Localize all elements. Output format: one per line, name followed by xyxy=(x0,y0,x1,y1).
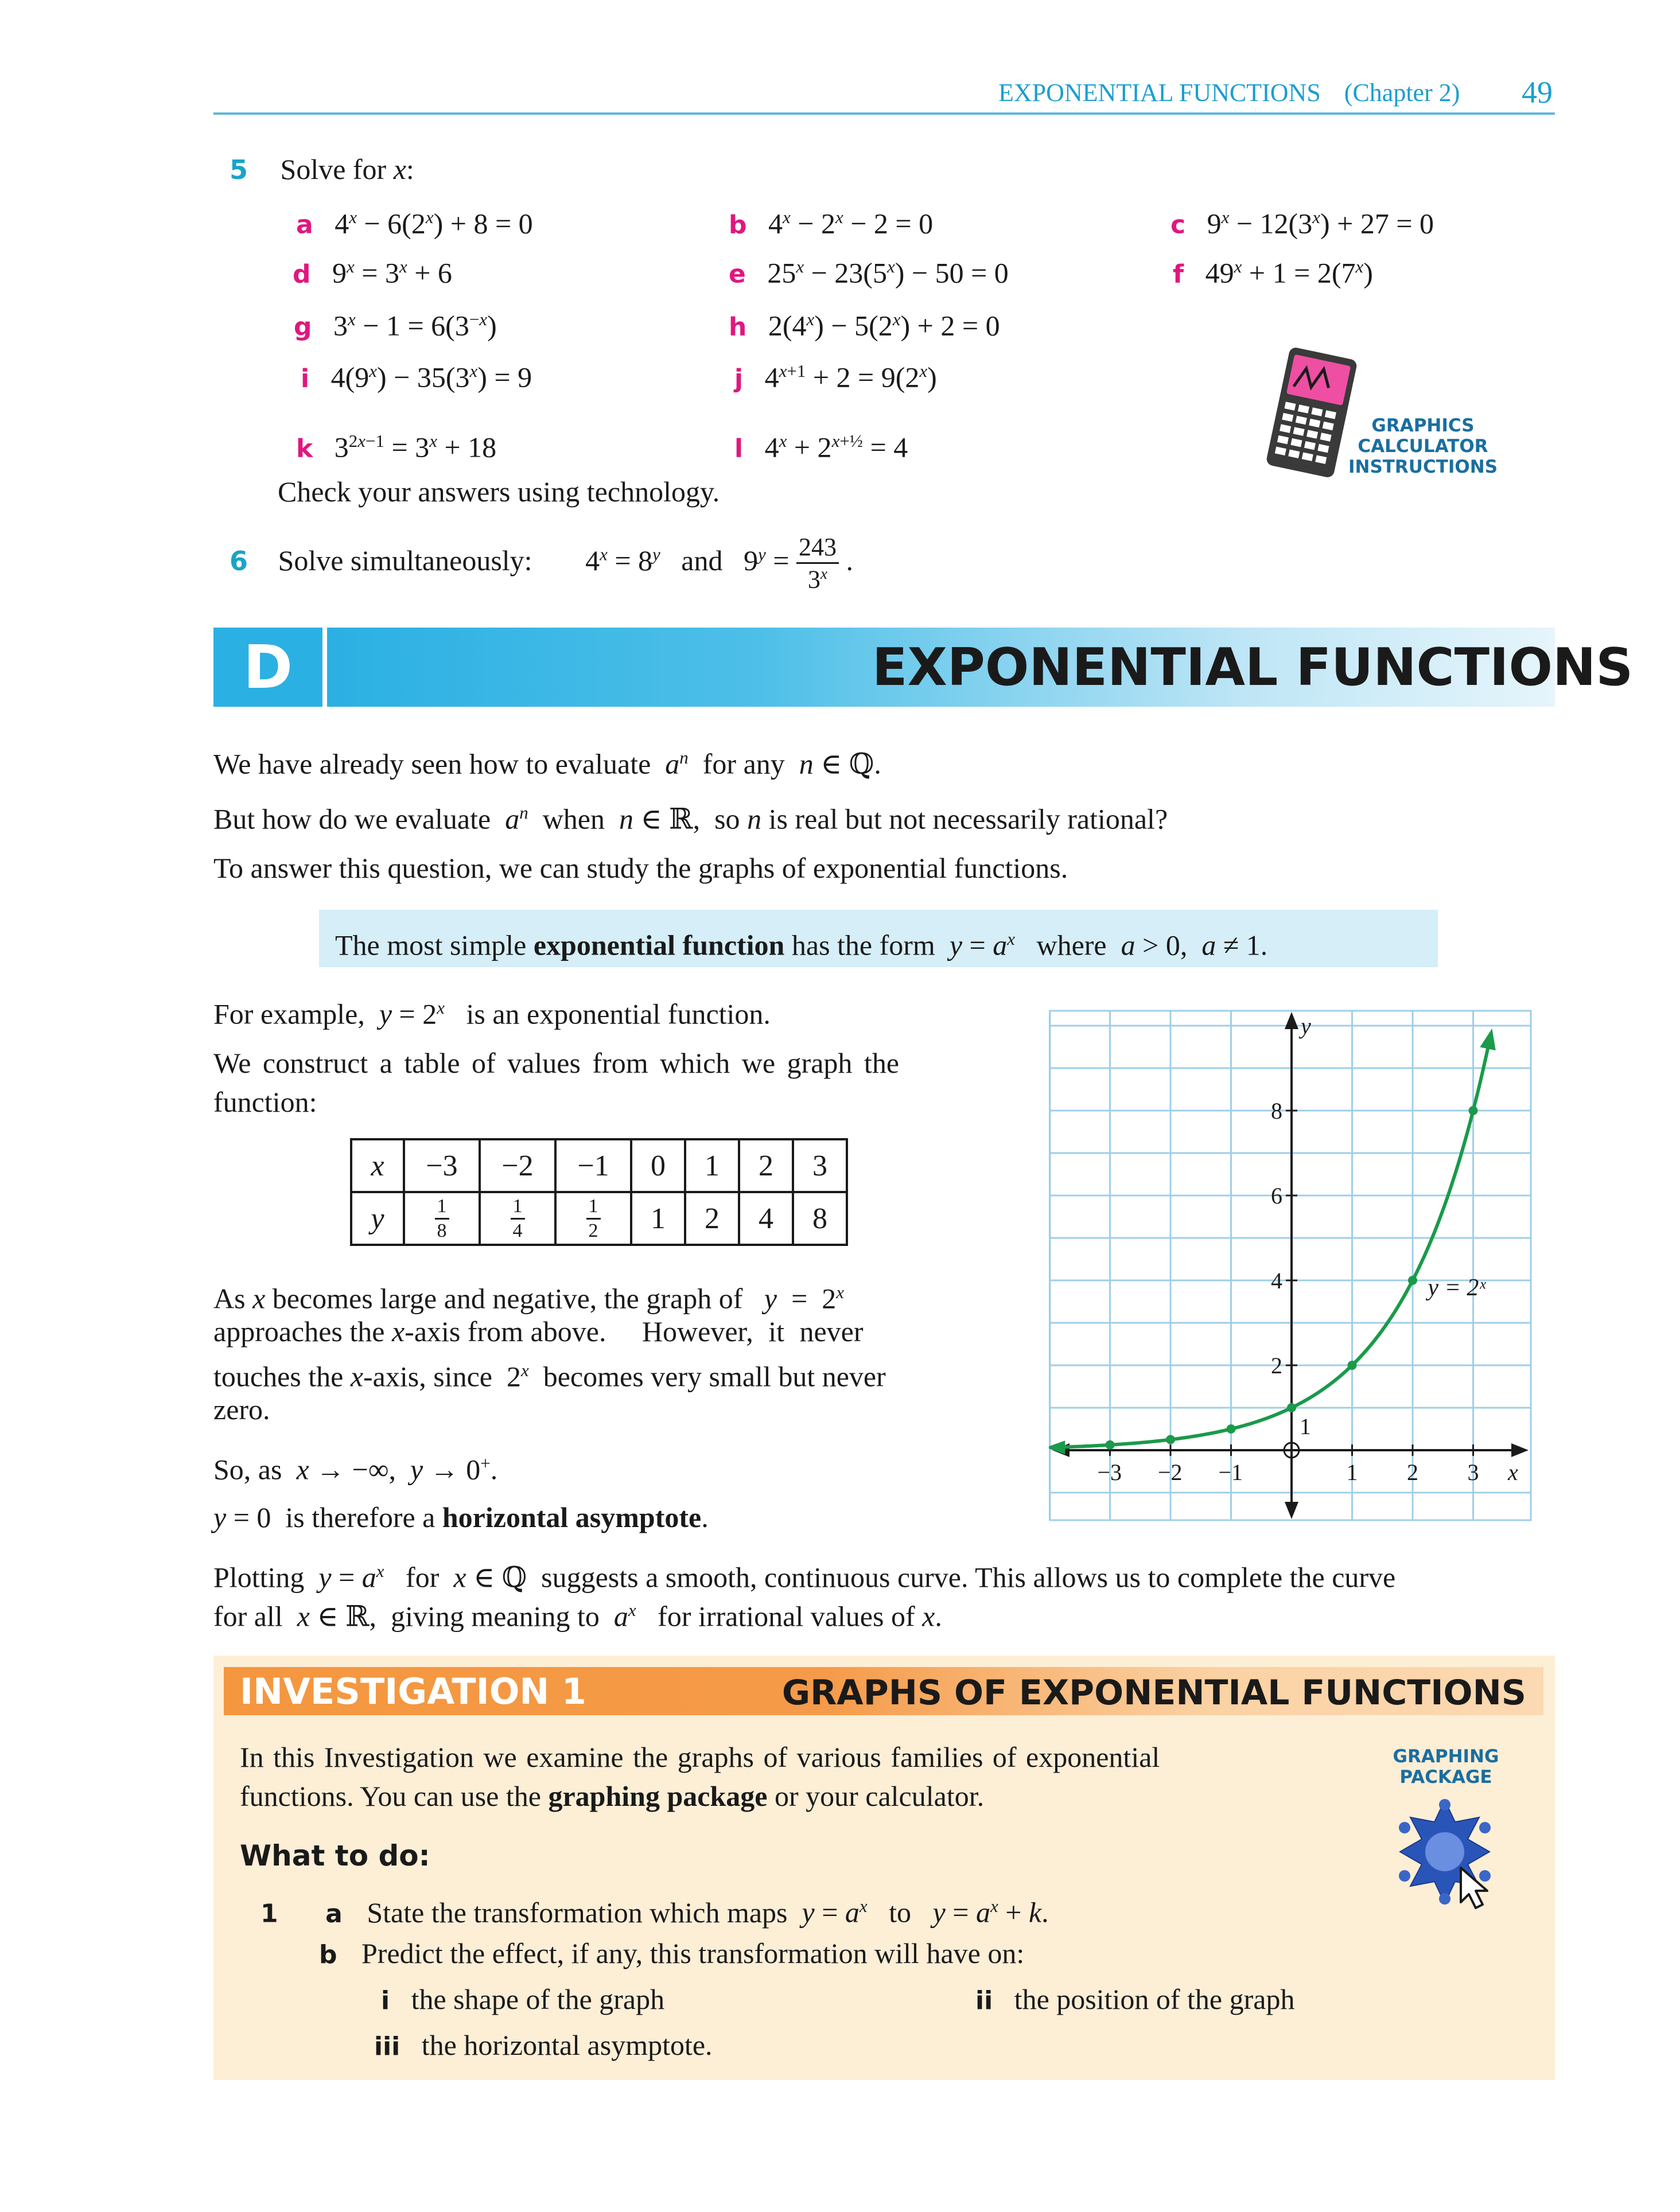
x-tick-label: −3 xyxy=(1097,1459,1122,1485)
snowflake-cursor-icon[interactable] xyxy=(1387,1794,1502,1909)
intro-line1: We have already seen how to evaluate $a^n$ for any n ∈ ℚ. xyxy=(213,747,881,780)
inv-item-i: i the shape of the graph xyxy=(381,1983,665,2015)
q5-number: 5 xyxy=(230,154,248,185)
calculator-label-line1: GRAPHICS xyxy=(1371,415,1475,436)
q6-text: Solve simultaneously: xyxy=(278,544,532,577)
section-letter: D xyxy=(243,632,293,702)
table-cell: 2 xyxy=(739,1139,793,1192)
graphing-package-label[interactable] xyxy=(1366,1746,1526,1787)
q5d: d $9^x = 3^x + 6$ xyxy=(293,256,452,289)
data-point xyxy=(1348,1361,1357,1370)
table-row-x xyxy=(351,1139,847,1192)
table-cell: 2 xyxy=(685,1192,739,1245)
definition-text: The most simple exponential function has the form $y = a^x$ where a > 0, a ≠ 1. xyxy=(335,929,1268,961)
table-cell: 3 xyxy=(793,1139,847,1192)
graphing-package-label-l1: GRAPHING xyxy=(1393,1746,1499,1767)
table-cell: 1 xyxy=(631,1192,685,1245)
data-point xyxy=(1469,1106,1478,1115)
inv-q1a: 1 a State the transformation which maps $y = a^x$ to $y = a^x + k$. xyxy=(260,1896,1049,1929)
calculator-label[interactable] xyxy=(1343,415,1503,477)
table-cell: $\frac{1}{8}$ xyxy=(404,1192,480,1245)
values-table xyxy=(350,1138,848,1246)
q5h: h $2(4^x) - 5(2^x) + 2 = 0$ xyxy=(729,309,1000,342)
q5e: e $25^x - 23(5^x) - 50 = 0$ xyxy=(729,256,1009,289)
table-header-y: y xyxy=(351,1192,404,1245)
q6: 6 Solve simultaneously: $4^x = 8^y$ and $9^y$ = $\frac{243}{3^x}$ . xyxy=(230,533,853,594)
x-axis-label: x xyxy=(1508,1459,1518,1485)
x-axis-arrow-right xyxy=(1511,1443,1529,1457)
q5a: a $4^x - 6(2^x) + 8 = 0$ xyxy=(296,207,533,240)
calculator-label-line2: CALCULATOR xyxy=(1358,436,1488,457)
data-point xyxy=(1287,1403,1296,1412)
data-point xyxy=(1166,1435,1175,1444)
section-letter-box xyxy=(213,628,322,707)
x-tick-label: 2 xyxy=(1407,1459,1418,1485)
data-point xyxy=(1227,1424,1236,1434)
limit-statement: So, as x → −∞, y → 0+. xyxy=(213,1453,498,1486)
y-tick-label: 4 xyxy=(1271,1268,1282,1294)
q5b: b $4^x - 2^x - 2 = 0$ xyxy=(729,207,934,240)
q5-check: Check your answers using technology. xyxy=(278,476,720,508)
table-row-y xyxy=(351,1192,847,1245)
data-point xyxy=(1106,1440,1115,1450)
curve-line xyxy=(1052,1034,1491,1447)
plotting-line2: for all x ∈ ℝ, giving meaning to $a^x$ for irrational values of x. xyxy=(213,1600,942,1633)
asymptote-p1-l3: touches the x-axis, since 2$^x$ becomes very small but never xyxy=(213,1360,886,1393)
tick-labels xyxy=(1098,1013,1519,1485)
q5i: i $4(9^x) - 35(3^x) = 9$ xyxy=(301,361,532,394)
x-tick-label: 3 xyxy=(1467,1459,1479,1485)
chapter-label: (Chapter 2) xyxy=(1344,79,1460,107)
table-header-x: x xyxy=(351,1139,404,1192)
y-intercept-label: 1 xyxy=(1300,1413,1311,1439)
running-header xyxy=(998,78,1460,107)
inv-item-iii: iii the horizontal asymptote. xyxy=(374,2029,713,2061)
asymptote-p1-l2: approaches the x-axis from above. However, it never xyxy=(213,1315,864,1348)
table-cell: $\frac{1}{2}$ xyxy=(555,1192,631,1245)
curve-arrow-left xyxy=(1049,1440,1065,1454)
investigation-label: INVESTIGATION 1 xyxy=(240,1670,587,1712)
y-tick-label: 2 xyxy=(1271,1353,1282,1378)
table-cell: −2 xyxy=(480,1139,555,1192)
y-axis-label: y xyxy=(1301,1013,1311,1039)
q5-title-var: x xyxy=(393,153,406,185)
example-line3: function: xyxy=(213,1086,317,1118)
curve-label: y = 2ˣ xyxy=(1428,1274,1486,1301)
asymptote-statement: y = 0 is therefore a horizontal asymptote. xyxy=(213,1501,709,1533)
q5-heading xyxy=(230,150,414,189)
plotting-line1: Plotting $y = a^x$ for x ∈ ℚ suggests a smooth, continuous curve. This allows us to complete the curve xyxy=(213,1561,1396,1594)
q6-number: 6 xyxy=(230,545,248,577)
x-tick-label: −2 xyxy=(1158,1459,1183,1485)
page-number: 49 xyxy=(1522,75,1553,110)
section-title: EXPONENTIAL FUNCTIONS xyxy=(872,637,1634,698)
y-tick-label: 6 xyxy=(1271,1183,1282,1209)
q5j: j $4^{x+1} + 2 = 9(2^x)$ xyxy=(734,361,937,394)
q5k: k $3^{2x-1} = 3^x + 18$ xyxy=(296,431,497,464)
q5-title-suffix: : xyxy=(406,153,414,185)
q5f: f $49^x + 1 = 2(7^x)$ xyxy=(1173,256,1373,289)
q5l: l $4^x + 2^{x+\frac{1}{2}} = 4$ xyxy=(734,431,908,464)
intro-line2: But how do we evaluate $a^n$ when n ∈ ℝ, so n is real but not necessarily rational? xyxy=(213,803,1168,835)
calculator-label-line3: INSTRUCTIONS xyxy=(1348,457,1498,477)
table-cell: $\frac{1}{4}$ xyxy=(480,1192,555,1245)
example-line1: For example, $y = 2^x$ is an exponential function. xyxy=(213,998,771,1030)
y-tick-label: 8 xyxy=(1271,1098,1282,1124)
y-axis-arrow-up xyxy=(1285,1012,1298,1029)
inv-q1b: b Predict the effect, if any, this transformation will have on: xyxy=(319,1937,1025,1969)
curve xyxy=(1049,1029,1496,1454)
q5g: g $3^x - 1 = 6(3^{-x})$ xyxy=(294,309,497,342)
q6-and: and xyxy=(681,544,723,577)
table-cell: −1 xyxy=(555,1139,631,1192)
q5c: c $9^x - 12(3^x) + 27 = 0$ xyxy=(1170,207,1434,240)
curve-arrow-up xyxy=(1480,1029,1495,1050)
investigation-intro-l2: functions. You can use the graphing package or your calculator. xyxy=(240,1780,985,1812)
running-title: EXPONENTIAL FUNCTIONS xyxy=(998,79,1321,107)
investigation-intro-l1: In this Investigation we examine the graphs of various families of exponential xyxy=(240,1741,1160,1773)
exponential-graph xyxy=(1049,1010,1532,1521)
x-tick-label: −1 xyxy=(1218,1459,1243,1485)
table-cell: 8 xyxy=(793,1192,847,1245)
table-cell: −3 xyxy=(404,1139,480,1192)
asymptote-p1-l1: As x becomes large and negative, the graph of y = 2$^x$ xyxy=(213,1282,845,1315)
inv-item-ii: ii the position of the graph xyxy=(975,1983,1295,2015)
intro-line3: To answer this question, we can study the graphs of exponential functions. xyxy=(213,852,1068,884)
what-to-do: What to do: xyxy=(240,1839,430,1872)
example-line2: We construct a table of values from which we graph the xyxy=(213,1047,900,1079)
x-tick-label: 1 xyxy=(1346,1459,1358,1485)
table-cell: 4 xyxy=(739,1192,793,1245)
asymptote-p1-l4: zero. xyxy=(213,1393,270,1426)
table-cell: 1 xyxy=(685,1139,739,1192)
q5-title-prefix: Solve for xyxy=(280,153,394,185)
investigation-title: GRAPHS OF EXPONENTIAL FUNCTIONS xyxy=(781,1673,1526,1713)
header-rule xyxy=(213,112,1555,115)
data-point xyxy=(1408,1276,1417,1285)
y-axis-arrow-down xyxy=(1285,1502,1298,1519)
graphing-package-label-l2: PACKAGE xyxy=(1399,1767,1492,1787)
table-cell: 0 xyxy=(631,1139,685,1192)
